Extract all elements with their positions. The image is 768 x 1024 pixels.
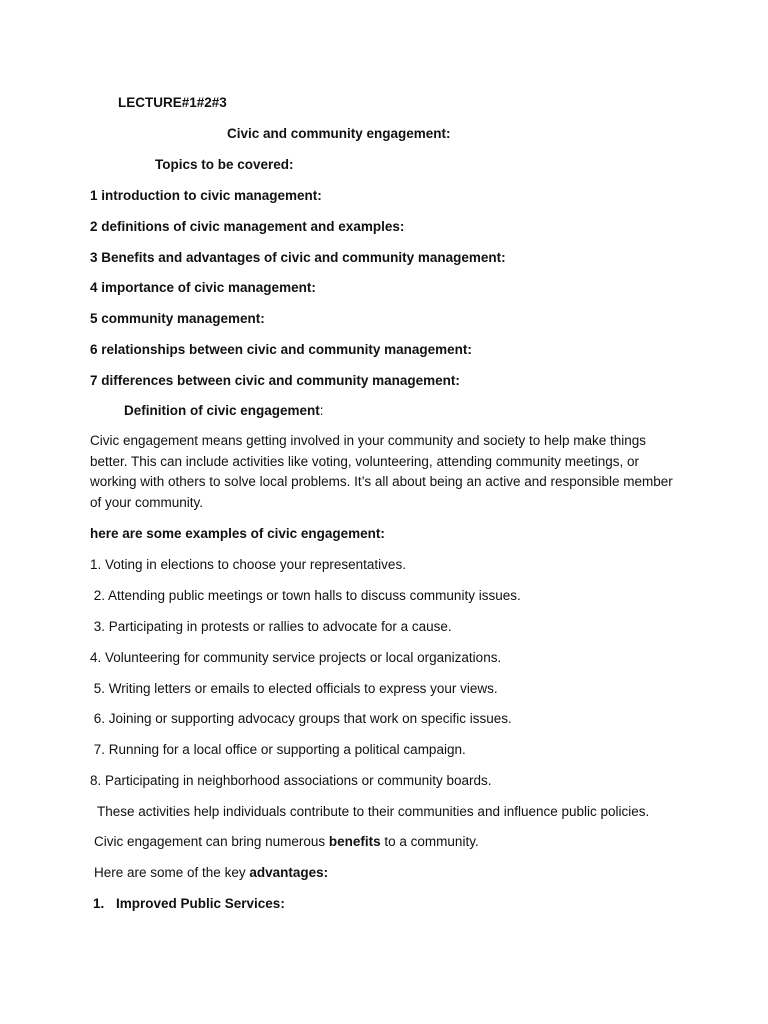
benefits-intro: [94, 832, 479, 852]
definition-paragraph: Civic engagement means getting involved in your community and society to help make things better. This can include activities like voting, volunteering, attending community meetings, or working with others to solve local problems. It’s all about being an active and responsible member of your community.: [90, 433, 673, 511]
topics-heading: Topics to be covered:: [155, 157, 294, 172]
document-title: Civic and community engagement:: [227, 126, 451, 141]
benefits-intro-end: to a community.: [380, 834, 479, 849]
benefits-intro-start: Civic engagement can bring numerous: [94, 834, 329, 849]
advantages-intro-bold: advantages:: [249, 865, 329, 880]
advantages-intro: [94, 863, 328, 883]
topic-item: 4 importance of civic management:: [90, 280, 316, 295]
activities-summary: These activities help individuals contribute to their communities and influence public policies.: [97, 804, 650, 819]
example-item: 4. Volunteering for community service projects or local organizations.: [90, 650, 502, 665]
topic-item: 7 differences between civic and community management:: [90, 373, 460, 388]
topic-item: 1 introduction to civic management:: [90, 188, 322, 203]
example-item: 8. Participating in neighborhood associations or community boards.: [90, 773, 492, 788]
definition-heading: Definition of civic engagement: [124, 403, 320, 418]
lecture-label: LECTURE#1#2#3: [118, 95, 227, 110]
topic-item: 6 relationships between civic and community management:: [90, 342, 472, 357]
advantage-number: 1.: [93, 896, 105, 911]
example-item: 2. Attending public meetings or town halls to discuss community issues.: [90, 588, 521, 603]
examples-heading: here are some examples of civic engagement:: [90, 526, 385, 541]
benefits-intro-bold: benefits: [328, 834, 381, 849]
example-item: 3. Participating in protests or rallies to advocate for a cause.: [90, 619, 452, 634]
topic-item: 3 Benefits and advantages of civic and community management:: [90, 250, 506, 265]
example-item: 5. Writing letters or emails to elected officials to express your views.: [90, 681, 498, 696]
advantages-intro-start: Here are some of the key: [94, 865, 250, 880]
example-item: 6. Joining or supporting advocacy groups that work on specific issues.: [90, 711, 512, 726]
topic-item: 2 definitions of civic management and examples:: [90, 219, 405, 234]
advantage-item: [93, 894, 285, 914]
advantage-label: Improved Public Services:: [116, 896, 285, 911]
example-item: 1. Voting in elections to choose your representatives.: [90, 557, 406, 572]
definition-heading-line: [124, 401, 324, 421]
definition-heading-colon: :: [319, 403, 324, 418]
topic-item: 5 community management:: [90, 311, 265, 326]
example-item: 7. Running for a local office or supporting a political campaign.: [90, 742, 466, 757]
